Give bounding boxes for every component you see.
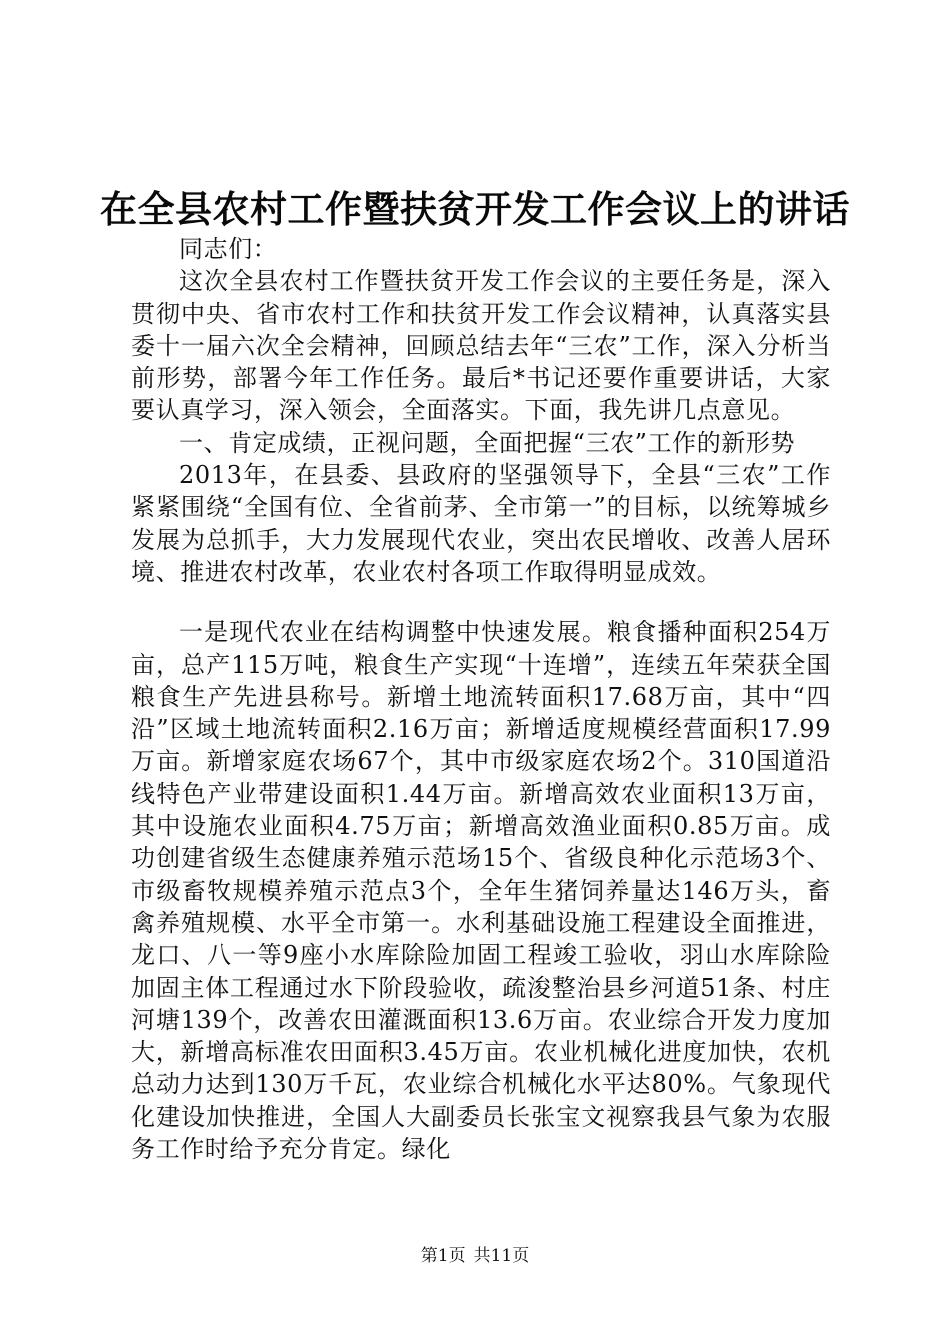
section-heading: 一、肯定成绩，正视问题，全面把握“三农”工作的新形势: [179, 428, 796, 457]
paragraph-agriculture: 一是现代农业在结构调整中快速发展。粮食播种面积254万亩，总产115万吨，粮食生产实现“十连增”，连续五年荣获全国粮食生产先进县称号。新增土地流转面积17.68万亩，其中“四沿”区域土地流转面积2.16万亩；新增适度规模经营面积17.99万亩。新增家庭农场67个，其中市级家庭农场2个。310国道沿线特色产业带建设面积1.44万亩。新增高效农业面积13万亩，其中设施农业面积4.75万亩；新增高效渔业面积0.85万亩。成功创建省级生态健康养殖示范场15个、省级良种化示范场3个、市级畜牧规模养殖示范点3个，全年生猪饲养量达146万头，畜禽养殖规模、水平全市第一。水利基础设施工程建设全面推进，龙口、八一等9座小水库除险加固工程竣工验收，羽山水库除险加固主体工程通过水下阶段验收，疏浚整治县乡河道51条、村庄河塘139个，改善农田灌溉面积13.6万亩。农业综合开发力度加大，新增高标准农田面积3.45万亩。农业机械化进度加快，农机总动力达到130万千瓦，农业综合机械化水平达80%。气象现代化建设加快推进，全国人大副委员长张宝文视察我县气象为农服务工作时给予充分肯定。绿化: [131, 618, 831, 1164]
document-title: 在全县农村工作暨扶贫开发工作会议上的讲话: [100, 188, 850, 231]
page-total: 共11页: [473, 1246, 530, 1266]
paragraph-summary: 2013年，在县委、县政府的坚强领导下，全县“三农”工作紧紧围绕“全国有位、全省前茅、全市第一”的目标，以统筹城乡发展为总抓手，大力发展现代农业，突出农民增收、改善人居环境、推进农村改革，农业农村各项工作取得明显成效。: [131, 461, 831, 586]
document-body: [131, 233, 831, 1165]
paragraph-intro: 这次全县农村工作暨扶贫开发工作会议的主要任务是，深入贯彻中央、省市农村工作和扶贫开发工作会议精神，认真落实县委十一届六次全会精神，回顾总结去年“三农”工作，深入分析当前形势，部署今年工作任务。最后*书记还要作重要讲话，大家要认真学习，深入领会，全面落实。下面，我先讲几点意见。: [131, 267, 831, 425]
page-number: 第1页: [420, 1246, 466, 1266]
page-footer: [0, 1244, 950, 1268]
salutation: 同志们：: [179, 235, 278, 263]
